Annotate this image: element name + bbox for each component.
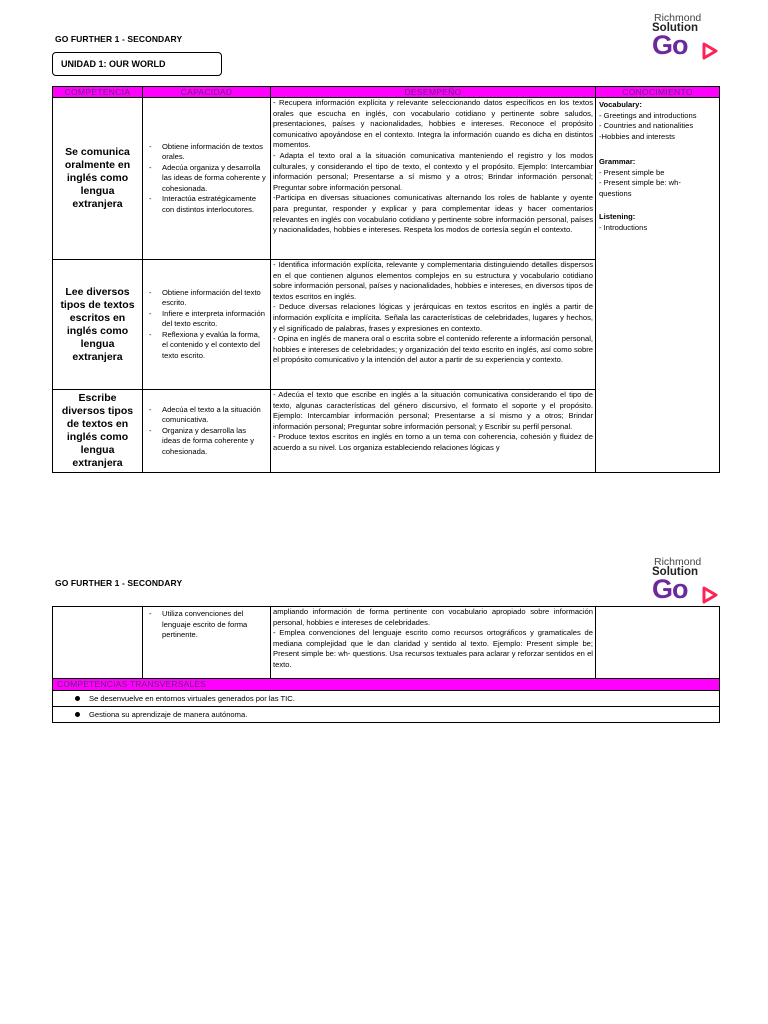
competencia-cell: Se comunica oralmente en inglés como lengua extranjera: [53, 98, 143, 260]
logo-line-2: Solution: [652, 566, 698, 578]
list-item: - Adecúa organiza y desarrolla las ideas de forma coherente y cohesionada.: [149, 163, 266, 195]
logo-line-3: Go: [652, 574, 688, 604]
capacidad-cell: [143, 260, 271, 390]
play-icon: [700, 585, 720, 605]
capacidad-cell: [143, 390, 271, 473]
logo-line-2: Solution: [652, 22, 698, 34]
document-header-title: GO FURTHER 1 - SECONDARY: [55, 578, 183, 588]
desempeno-paragraph: ampliando información de forma pertinente con vocabulario apropiado sobre información personal, hobbies e intereses de celebridades.: [273, 607, 593, 627]
capacidad-cell: [143, 607, 271, 679]
richmond-logo: [652, 556, 732, 612]
conocimiento-cell: [596, 607, 720, 679]
desempeno-cell: [271, 390, 596, 473]
competencia-cell: [53, 607, 143, 679]
competency-table: [52, 86, 720, 473]
capacidad-cell: [143, 98, 271, 260]
desempeno-paragraph: - Deduce diversas relaciones lógicas y jerárquicas en textos escritos en inglés a partir de información explícita e implícita. Señala las características de celebridades, lugares y hechos, y el significado de palabras, frases y expresiones en contexto.: [273, 302, 593, 333]
list-item: Gestiona su aprendizaje de manera autónoma.: [53, 707, 720, 723]
bullet-icon: [75, 696, 80, 701]
list-item: - Infiere e interpreta información del texto escrito.: [149, 309, 266, 330]
list-item: -Hobbies and interests: [599, 131, 675, 141]
desempeno-paragraph: - Opina en inglés de manera oral o escrita sobre el contenido referente a información personal, hobbies e intereses de celebridades; y organización del texto escrito en inglés, así como sobre el propósito comunicativo y la intención del autor a partir de su experiencia y contexto.: [273, 334, 593, 365]
competency-table-continued: [52, 606, 720, 723]
list-item: - Utiliza convenciones del lenguaje escrito de forma pertinente.: [149, 609, 266, 641]
desempeno-paragraph: - Produce textos escritos en inglés en torno a un tema con coherencia, cohesión y fluidez de acuerdo a su nivel. Los organiza estableciendo relaciones lógicas y: [273, 432, 593, 452]
play-icon: [700, 41, 720, 61]
desempeno-paragraph: - Recupera información explícita y relevante seleccionando datos específicos en los textos orales que escucha en inglés, con vocabulario cotidiano y pertinente sobre saludos, presentaciones, países y nacionalidades, hobbies e intereses. Reconoce el propósito comunicativo apoyándose en el contexto. Integra la información cuando es dicha en distintos momentos.: [273, 98, 593, 150]
column-header: CAPACIDAD: [143, 87, 271, 98]
logo-line-1: Richmond: [654, 12, 702, 24]
desempeno-cell: [271, 260, 596, 390]
desempeno-paragraph: - Identifica información explícita, relevante y complementaria distinguiendo detalles dispersos en el que contienen algunos elementos complejos en su estructura y vocabulario cotidiano sobre información personal, países y nacionalidades, hobbies e intereses, en diversos tipos de textos escritos en inglés.: [273, 260, 593, 301]
desempeno-cell: [271, 98, 596, 260]
list-item: Se desenvuelve en entornos virtuales generados por las TIC.: [53, 691, 720, 707]
document-header-title: GO FURTHER 1 - SECONDARY: [55, 34, 183, 44]
vocabulary-title: Vocabulary:: [599, 100, 642, 109]
list-item: - Countries and nationalities: [599, 121, 694, 131]
list-item: - Obtiene información del texto escrito.: [149, 288, 266, 309]
list-item: questions: [599, 188, 632, 198]
list-item: - Introductions: [599, 222, 648, 232]
list-item: - Present simple be: wh-: [599, 178, 681, 188]
list-item: - Adecúa el texto a la situación comunicativa.: [149, 405, 266, 426]
table-row: [53, 98, 720, 260]
desempeno-paragraph: -Participa en diversas situaciones comunicativas alternando los roles de hablante y oyente para preguntar, responder y explicar y para complementar ideas y hacer comentarios relevantes en inglés con vocabulario cotidiano y pertinente sobre información personal, países y nacionalidades, hobbies e intereses. Respeta los modos de cortesía según el contexto.: [273, 193, 593, 235]
richmond-logo: [652, 12, 732, 68]
desempeno-paragraph: - Adapta el texto oral a la situación comunicativa manteniendo el registro y los modos culturales, y considerando el tipo de texto, el contexto y el propósito. Ejemplo: Intercambiar información personal; Presentarse a sí mismo y a otros; Brindar información personal; Preguntar sobre información personal.: [273, 150, 593, 192]
column-header: CONOCIMIENTO: [596, 87, 720, 98]
desempeno-paragraph: - Emplea convenciones del lenguaje escrito como recursos ortográficos y gramaticales de mediana complejidad que le dan claridad y sentido al texto. Ejemplo: Present simple be; Present simple be: wh- questions. Usa recursos textuales para aclarar y reforzar sentidos en el texto.: [273, 628, 593, 669]
logo-line-3: Go: [652, 30, 688, 60]
column-header: DESEMPEÑO: [271, 87, 596, 98]
list-item: - Organiza y desarrolla las ideas de forma coherente y cohesionada.: [149, 426, 266, 458]
logo-line-1: Richmond: [654, 556, 702, 568]
transversales-header-row: [53, 679, 720, 691]
grammar-title: Grammar:: [599, 156, 636, 166]
desempeno-paragraph: - Adecúa el texto que escribe en inglés a la situación comunicativa considerando el tipo de texto, algunas características del género discursivo, el formato el soporte y el propósito. Ejemplo: Intercambiar información personal; Presentarse a sí mismo y a otros; Brindar información personal; Preguntar sobre información personal; y Escribir su perfil personal.: [273, 390, 593, 431]
table-header-row: [53, 87, 720, 98]
competencia-cell: Lee diversos tipos de textos escritos en inglés como lengua extranjera: [53, 260, 143, 390]
list-item: - Greetings and introductions: [599, 110, 697, 120]
bullet-icon: [75, 712, 80, 717]
list-item: - Obtiene información de textos orales.: [149, 142, 266, 163]
table-row: [53, 607, 720, 679]
transversales-row: [53, 691, 720, 707]
column-header: COMPETENCIA: [53, 87, 143, 98]
competencia-cell: Escribe diversos tipos de textos en inglés como lengua extranjera: [53, 390, 143, 473]
transversales-title: COMPETENCIAS TRANSVERSALES: [53, 679, 720, 691]
list-item: - Reflexiona y evalúa la forma, el contenido y el contexto del texto escrito.: [149, 330, 266, 362]
list-item: - Present simple be: [599, 167, 665, 177]
conocimiento-cell: [596, 98, 720, 473]
desempeno-cell: [271, 607, 596, 679]
listening-title: Listening:: [599, 211, 636, 221]
list-item: - Interactúa estratégicamente con distintos interlocutores.: [149, 194, 266, 215]
unit-title: UNIDAD 1: OUR WORLD: [52, 52, 222, 76]
transversales-row: [53, 707, 720, 723]
